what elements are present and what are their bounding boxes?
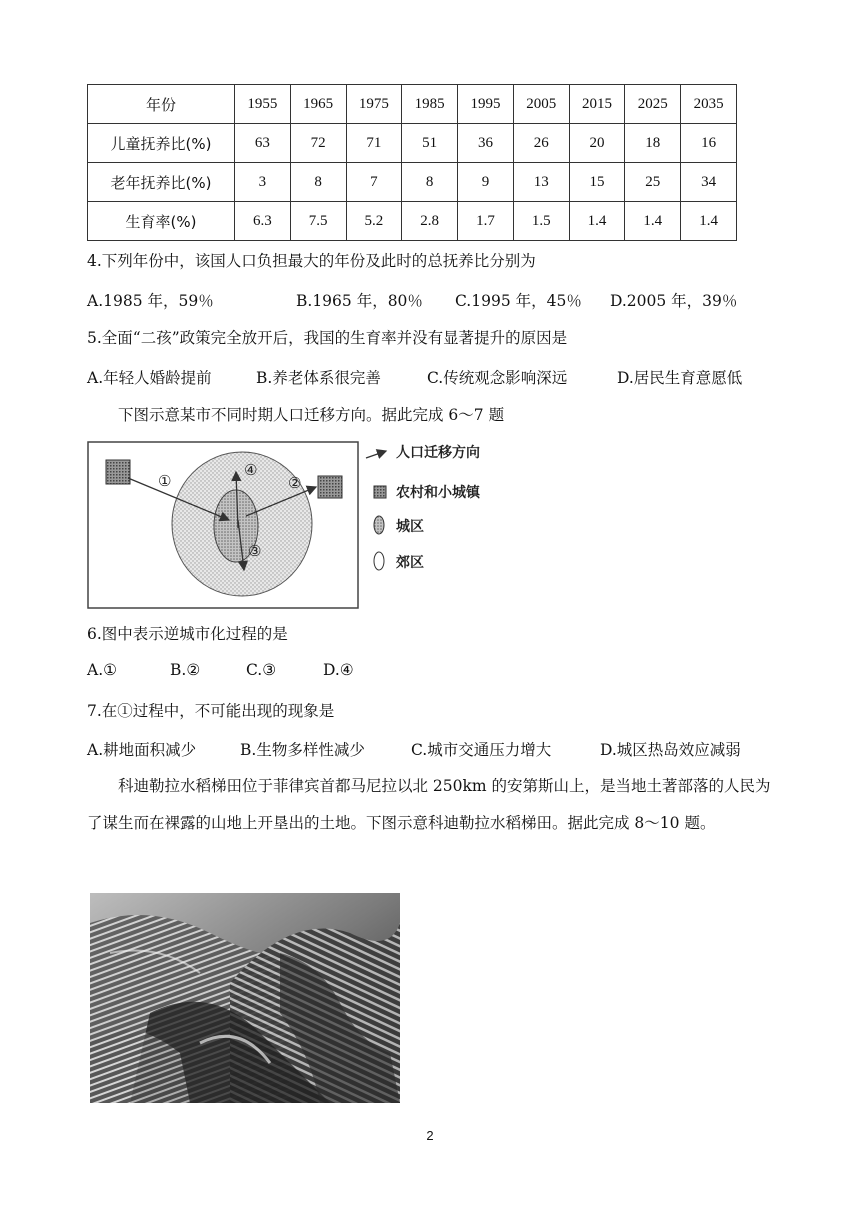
question-5-option-d: D.居民生育意愿低 xyxy=(617,369,743,387)
migration-diagram xyxy=(86,438,526,610)
intro-8-10: 科迪勒拉水稻梯田位于菲律宾首都马尼拉以北 250km 的安第斯山上，是当地土著部落的人民为了谋生而在裸露的山地上开垦出的土地。下图示意科迪勒拉水稻梯田。据此完成 8～10 题。 xyxy=(87,777,771,832)
intro-6-7: 下图示意某市不同时期人口迁移方向。据此完成 6～7 题 xyxy=(118,406,505,424)
table-cell: 6.3 xyxy=(235,202,291,241)
question-4-option-a: A.1985 年，59％ xyxy=(87,292,214,310)
question-7-option-b: B.生物多样性减少 xyxy=(240,741,365,759)
table-cell: 18 xyxy=(625,124,681,163)
table-cell: 5.2 xyxy=(346,202,402,241)
question-6-option-b: B.② xyxy=(170,661,201,679)
label-2: ② xyxy=(288,474,302,492)
question-6-option-d: D.④ xyxy=(323,661,354,679)
label-3: ③ xyxy=(248,542,262,560)
table-cell: 7 xyxy=(346,163,402,202)
table-cell: 1.4 xyxy=(681,202,737,241)
question-7-option-d: D.城区热岛效应减弱 xyxy=(600,741,741,759)
row-label: 老年抚养比(%) xyxy=(88,163,235,202)
table-cell: 1.7 xyxy=(458,202,514,241)
table-cell: 8 xyxy=(402,163,458,202)
year-cell: 2015 xyxy=(569,85,625,124)
question-4-stem: 4.下列年份中，该国人口负担最大的年份及此时的总抚养比分别为 xyxy=(87,252,536,270)
table-cell: 71 xyxy=(346,124,402,163)
question-5-option-a: A.年轻人婚龄提前 xyxy=(87,369,212,387)
year-cell: 2005 xyxy=(513,85,569,124)
table-cell: 7.5 xyxy=(290,202,346,241)
question-6-option-c: C.③ xyxy=(246,661,277,679)
label-4: ④ xyxy=(244,461,258,479)
table-cell: 26 xyxy=(513,124,569,163)
year-cell: 1955 xyxy=(235,85,291,124)
legend-urban: 城区 xyxy=(396,519,424,535)
question-5-stem: 5.全面“二孩”政策完全放开后，我国的生育率并没有显著提升的原因是 xyxy=(87,329,568,347)
year-cell: 1965 xyxy=(290,85,346,124)
year-cell: 1985 xyxy=(402,85,458,124)
question-4-option-c: C.1995 年，45％ xyxy=(455,292,582,310)
legend-migration: 人口迁移方向 xyxy=(396,445,480,461)
table-cell: 72 xyxy=(290,124,346,163)
question-7-stem: 7.在①过程中，不可能出现的现象是 xyxy=(87,702,335,720)
year-cell: 2025 xyxy=(625,85,681,124)
table-row xyxy=(88,163,737,202)
question-4-option-b: B.1965 年，80％ xyxy=(296,292,423,310)
label-1: ① xyxy=(158,472,172,490)
table-cell: 16 xyxy=(681,124,737,163)
question-7-option-a: A.耕地面积减少 xyxy=(87,741,197,759)
dependency-ratio-table xyxy=(87,84,737,241)
legend-urban-icon xyxy=(374,516,384,534)
page-number: 2 xyxy=(426,1128,434,1143)
table-cell: 1.5 xyxy=(513,202,569,241)
legend-arrow-icon xyxy=(366,451,386,458)
table-cell: 2.8 xyxy=(402,202,458,241)
table-cell: 51 xyxy=(402,124,458,163)
table-cell: 63 xyxy=(235,124,291,163)
row-label: 生育率(%) xyxy=(88,202,235,241)
rural-town-left xyxy=(106,460,130,484)
table-header-row xyxy=(88,85,737,124)
table-cell: 1.4 xyxy=(625,202,681,241)
year-cell: 1975 xyxy=(346,85,402,124)
table-cell: 1.4 xyxy=(569,202,625,241)
rural-town-right xyxy=(318,476,342,498)
row-label: 儿童抚养比(%) xyxy=(88,124,235,163)
legend-suburb: 郊区 xyxy=(396,555,424,571)
rice-terrace-photo xyxy=(90,893,400,1103)
table-cell: 3 xyxy=(235,163,291,202)
question-4-option-d: D.2005 年，39％ xyxy=(610,292,738,310)
question-6-option-a: A.① xyxy=(87,661,118,679)
legend-rural: 农村和小城镇 xyxy=(396,485,480,501)
question-7-option-c: C.城市交通压力增大 xyxy=(411,741,552,759)
table-cell: 13 xyxy=(513,163,569,202)
table-row xyxy=(88,202,737,241)
question-6-stem: 6.图中表示逆城市化过程的是 xyxy=(87,625,288,643)
table-cell: 25 xyxy=(625,163,681,202)
table-row xyxy=(88,124,737,163)
legend-rural-icon xyxy=(374,486,386,498)
year-cell: 1995 xyxy=(458,85,514,124)
table-cell: 20 xyxy=(569,124,625,163)
table-cell: 15 xyxy=(569,163,625,202)
table-cell: 9 xyxy=(458,163,514,202)
question-5-option-c: C.传统观念影响深远 xyxy=(427,369,568,387)
table-cell: 36 xyxy=(458,124,514,163)
legend-suburb-icon xyxy=(374,552,384,570)
table-cell: 34 xyxy=(681,163,737,202)
table-cell: 8 xyxy=(290,163,346,202)
year-cell: 2035 xyxy=(681,85,737,124)
question-5-option-b: B.养老体系很完善 xyxy=(256,369,381,387)
year-header: 年份 xyxy=(88,85,235,124)
